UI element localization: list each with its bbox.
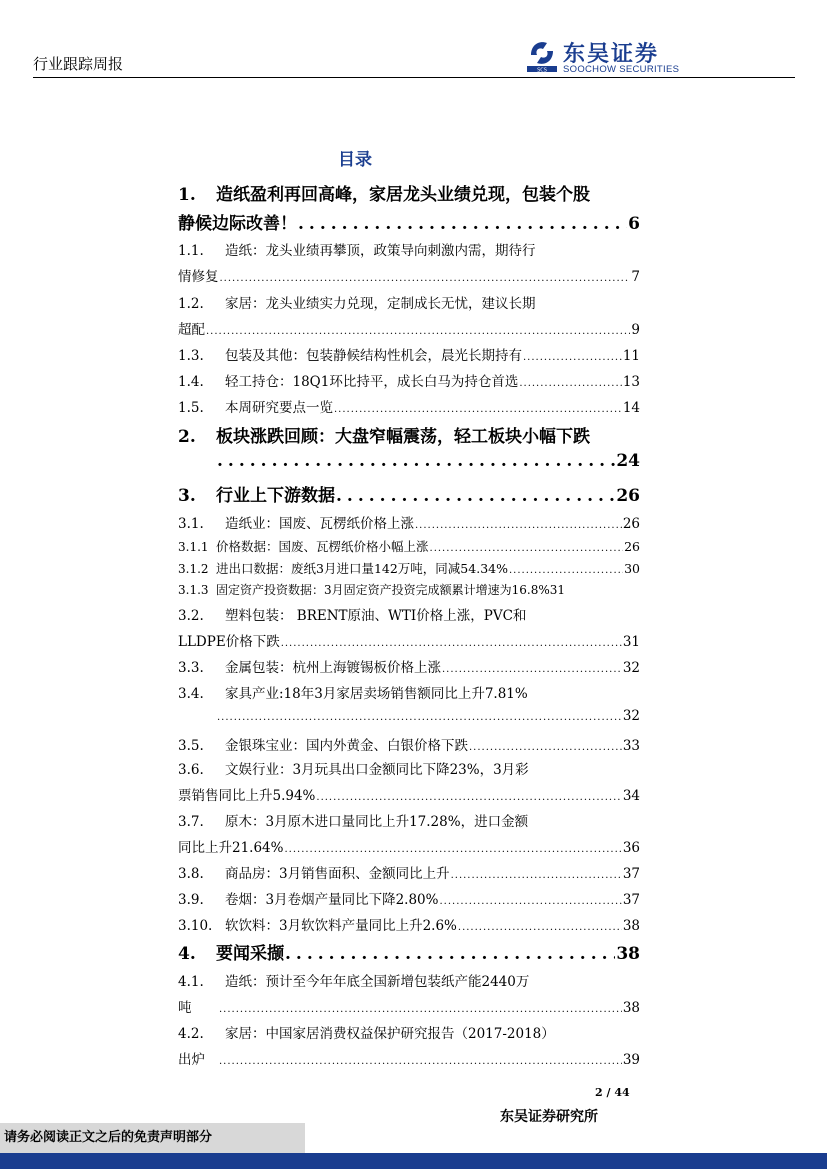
toc-entry-number: 3.1.1: [178, 540, 209, 554]
header-rule: [33, 77, 795, 78]
leader-dots: [430, 543, 624, 554]
toc-entry-4-1-line1[interactable]: [178, 970, 640, 990]
toc-entry-number: 4.2.: [178, 1026, 204, 1042]
toc-entry-text: 卷烟：3月卷烟产量同比下降2.80%: [225, 892, 439, 908]
toc-entry-number: 3.2.: [178, 608, 204, 624]
toc-entry-3-4-line2[interactable]: [216, 708, 640, 724]
toc-entry-text: 家居：龙头业绩实力兑现，定制成长无忧，建议长期: [225, 296, 536, 312]
toc-entry-number: 3.7.: [178, 814, 204, 830]
logo-wordmark-en: SOOCHOW SECURITIES: [563, 64, 680, 75]
leader-dots: [458, 922, 622, 933]
toc-entry-number: 3.: [178, 486, 196, 506]
toc-entry-page: 37: [622, 866, 640, 882]
toc-entry-text: 行业上下游数据: [216, 486, 335, 506]
toc-entry-3-10[interactable]: [178, 914, 640, 934]
toc-entry-number: 1.1.: [178, 243, 204, 259]
toc-entry-text: 轻工持仓：18Q1环比持平，成长白马为持仓首选: [225, 374, 519, 390]
leader-dots: [217, 712, 622, 723]
toc-entry-3-3[interactable]: [178, 656, 640, 676]
toc-entry-1-2-line1[interactable]: [178, 292, 640, 312]
toc-entry-text: 情修复: [178, 269, 219, 285]
toc-entry-1-2-line2[interactable]: [178, 318, 640, 338]
toc-entry-text: 家具产业:18年3月家居卖场销售额同比上升7.81%: [225, 686, 528, 702]
toc-entry-number: 1.4.: [178, 374, 204, 390]
toc-entry-page: 38: [616, 944, 640, 964]
leader-dots: [439, 896, 621, 907]
leader-dots: [523, 352, 622, 363]
toc-entry-number: 4.1.: [178, 974, 204, 990]
leader-dots: [206, 326, 630, 337]
toc-entry-text: 本周研究要点一览: [225, 400, 333, 416]
toc-entry-text: 原木：3月原木进口量同比上升17.28%，进口金额: [225, 814, 529, 830]
toc-entry-2-line2[interactable]: [216, 451, 640, 471]
leader-dots: [469, 742, 622, 753]
toc-entry-3-1[interactable]: [178, 512, 640, 532]
toc-entry-2-line1[interactable]: [178, 422, 640, 447]
leader-dots: [217, 451, 615, 471]
toc-entry-page: 31: [549, 583, 566, 597]
toc-entry-4-2-line1[interactable]: [178, 1022, 640, 1042]
toc-entry-number: 2.: [178, 427, 196, 447]
leader-dots: [284, 844, 621, 855]
toc-entry-number: 3.1.: [178, 516, 204, 532]
toc-entry-1-3[interactable]: [178, 344, 640, 364]
company-logo: [525, 37, 695, 77]
toc-entry-number: 1.: [178, 185, 196, 205]
leader-dots: [451, 870, 622, 881]
toc-entry-page: 7: [631, 269, 640, 285]
toc-entry-1-1-line2[interactable]: [178, 265, 640, 285]
toc-entry-page: 38: [622, 918, 640, 934]
toc-entry-number: 3.4.: [178, 686, 204, 702]
toc-entry-number: 1.3.: [178, 348, 204, 364]
toc-entry-text: 超配: [178, 322, 205, 338]
toc-entry-number: 3.1.2: [178, 562, 209, 576]
svg-text:SCS: SCS: [537, 67, 547, 73]
toc-entry-number: 3.10.: [178, 918, 213, 934]
toc-entry-text: 造纸盈利再回高峰，家居龙头业绩兑现，包装个股: [216, 185, 590, 205]
toc-entry-number: 3.5.: [178, 738, 204, 754]
toc-entry-page: 14: [622, 400, 640, 416]
toc-entry-page: 38: [622, 1000, 640, 1016]
toc-entry-text: 同比上升21.64%: [178, 840, 284, 856]
leader-dots: [519, 378, 621, 389]
toc-entry-page: 32: [622, 660, 640, 676]
toc-entry-number: 1.5.: [178, 400, 204, 416]
toc-entry-text: 板块涨跌回顾：大盘窄幅震荡，轻工板块小幅下跌: [216, 427, 590, 447]
toc-entry-1-line1[interactable]: [178, 180, 640, 205]
toc-entry-3-9[interactable]: [178, 888, 640, 908]
toc-entry-4[interactable]: [178, 939, 640, 964]
toc-entry-number: 3.8.: [178, 866, 204, 882]
toc-entry-page: 36: [622, 840, 640, 856]
logo-wordmark-cn: 东吴证券: [563, 42, 660, 67]
toc-entry-1-4[interactable]: [178, 370, 640, 390]
leader-dots: [509, 565, 623, 576]
toc-entry-3-1-2[interactable]: [178, 559, 640, 577]
toc-entry-text: 软饮料：3月软饮料产量同比上升2.6%: [225, 918, 457, 934]
toc-entry-1-5[interactable]: [178, 396, 640, 416]
toc-entry-page: 39: [622, 1052, 640, 1068]
toc-entry-text: 票销售同比上升5.94%: [178, 788, 316, 804]
toc-entry-1-line2[interactable]: [178, 209, 640, 234]
toc-entry-number: 3.3.: [178, 660, 204, 676]
toc-entry-text: 静候边际改善！: [178, 214, 297, 234]
leader-dots: [415, 520, 622, 531]
toc-entry-page: 26: [624, 539, 640, 554]
toc-entry-page: 31: [622, 634, 640, 650]
toc-entry-text: 进出口数据：废纸3月进口量142万吨，同减54.34%: [216, 561, 508, 576]
toc-title: 目录: [338, 150, 372, 170]
leader-dots: [285, 944, 615, 964]
toc-entry-3-2-line1[interactable]: [178, 604, 640, 624]
toc-entry-text: 吨: [178, 1000, 192, 1016]
toc-entry-3-4-line1[interactable]: [178, 682, 640, 702]
toc-entry-page: 32: [622, 708, 640, 724]
toc-entry-text: 金银珠宝业：国内外黄金、白银价格下跌: [225, 738, 468, 754]
toc-entry-text: 价格数据：国废、瓦楞纸价格小幅上涨: [216, 539, 429, 554]
leader-dots: [442, 664, 622, 675]
toc-entry-page: 9: [631, 322, 640, 338]
toc-entry-text: 造纸业：国废、瓦楞纸价格上涨: [225, 516, 414, 532]
toc-entry-3-6-line2[interactable]: [178, 784, 640, 804]
toc-entry-3-7-line1[interactable]: [178, 810, 640, 830]
toc-entry-text: 要闻采撷: [216, 944, 284, 964]
toc-entry-page: 30: [624, 561, 640, 576]
toc-entry-text: 家居：中国家居消费权益保护研究报告（2017-2018）: [225, 1026, 555, 1042]
toc-entry-text: 文娱行业：3月玩具出口金额同比下降23%，3月彩: [225, 762, 529, 778]
leader-dots: [334, 404, 622, 415]
institute-name: 东吴证券研究所: [500, 1109, 598, 1125]
leader-dots: [281, 638, 622, 649]
toc-entry-page: 26: [616, 486, 640, 506]
toc-entry-page: 24: [616, 451, 640, 471]
toc-entry-text: 包装及其他：包装静候结构性机会，晨光长期持有: [225, 348, 522, 364]
toc-entry-3-8[interactable]: [178, 862, 640, 882]
leader-dots: [336, 486, 615, 506]
toc-entry-4-1-line2[interactable]: [178, 996, 640, 1016]
leader-dots: [219, 1004, 622, 1015]
toc-entry-text: LLDPE价格下跌: [178, 634, 280, 650]
toc-entry-3-1-1[interactable]: [178, 537, 640, 555]
toc-entry-page: 33: [622, 738, 640, 754]
leader-dots: [316, 792, 621, 803]
leader-dots: [219, 1056, 622, 1067]
toc-entry-text: 造纸：预计至今年年底全国新增包装纸产能2440万: [225, 974, 530, 990]
toc-entry-4-2-line2[interactable]: [178, 1048, 640, 1068]
footer-bar: [0, 1153, 827, 1169]
toc-entry-1-1-line1[interactable]: [178, 239, 640, 259]
toc-entry-page: 37: [622, 892, 640, 908]
toc-entry-text: 塑料包装： BRENT原油、WTI价格上涨，PVC和: [225, 608, 527, 624]
toc-entry-3-5[interactable]: [178, 734, 640, 754]
toc-entry-number: 3.6.: [178, 762, 204, 778]
toc-entry-3[interactable]: [178, 481, 640, 506]
toc-entry-number: 3.1.3: [178, 583, 209, 597]
toc-entry-text: 金属包装：杭州上海镀锡板价格上涨: [225, 660, 441, 676]
logo-emblem-icon: [525, 37, 559, 73]
toc-entry-page: 34: [622, 788, 640, 804]
report-type-label: 行业跟踪周报: [33, 55, 124, 73]
leader-dots: [298, 214, 627, 234]
toc-entry-text: 商品房：3月销售面积、金额同比上升: [225, 866, 450, 882]
toc-entry-3-1-3[interactable]: [178, 581, 644, 598]
toc-entry-number: 1.2.: [178, 296, 204, 312]
leader-dots: [220, 273, 631, 284]
toc-entry-page: 11: [622, 348, 640, 364]
toc-entry-text: 固定资产投资数据：3月固定资产投资完成额累计增速为16.8%: [216, 583, 550, 597]
toc-entry-page: 26: [622, 516, 640, 532]
toc-entry-3-6-line1[interactable]: [178, 758, 640, 778]
page-indicator: 2 / 44: [595, 1086, 630, 1099]
toc-entry-3-2-line2[interactable]: [178, 630, 640, 650]
toc-entry-number: 3.9.: [178, 892, 204, 908]
toc-entry-3-7-line2[interactable]: [178, 836, 640, 856]
toc-entry-number: 4.: [178, 944, 196, 964]
toc-entry-text: 造纸：龙头业绩再攀顶，政策导向刺激内需，期待行: [225, 243, 536, 259]
toc-entry-text: 出炉: [178, 1052, 205, 1068]
toc-entry-page: 6: [628, 214, 640, 234]
toc-entry-page: 13: [622, 374, 640, 390]
disclaimer-banner: 请务必阅读正文之后的免责声明部分: [0, 1123, 305, 1153]
